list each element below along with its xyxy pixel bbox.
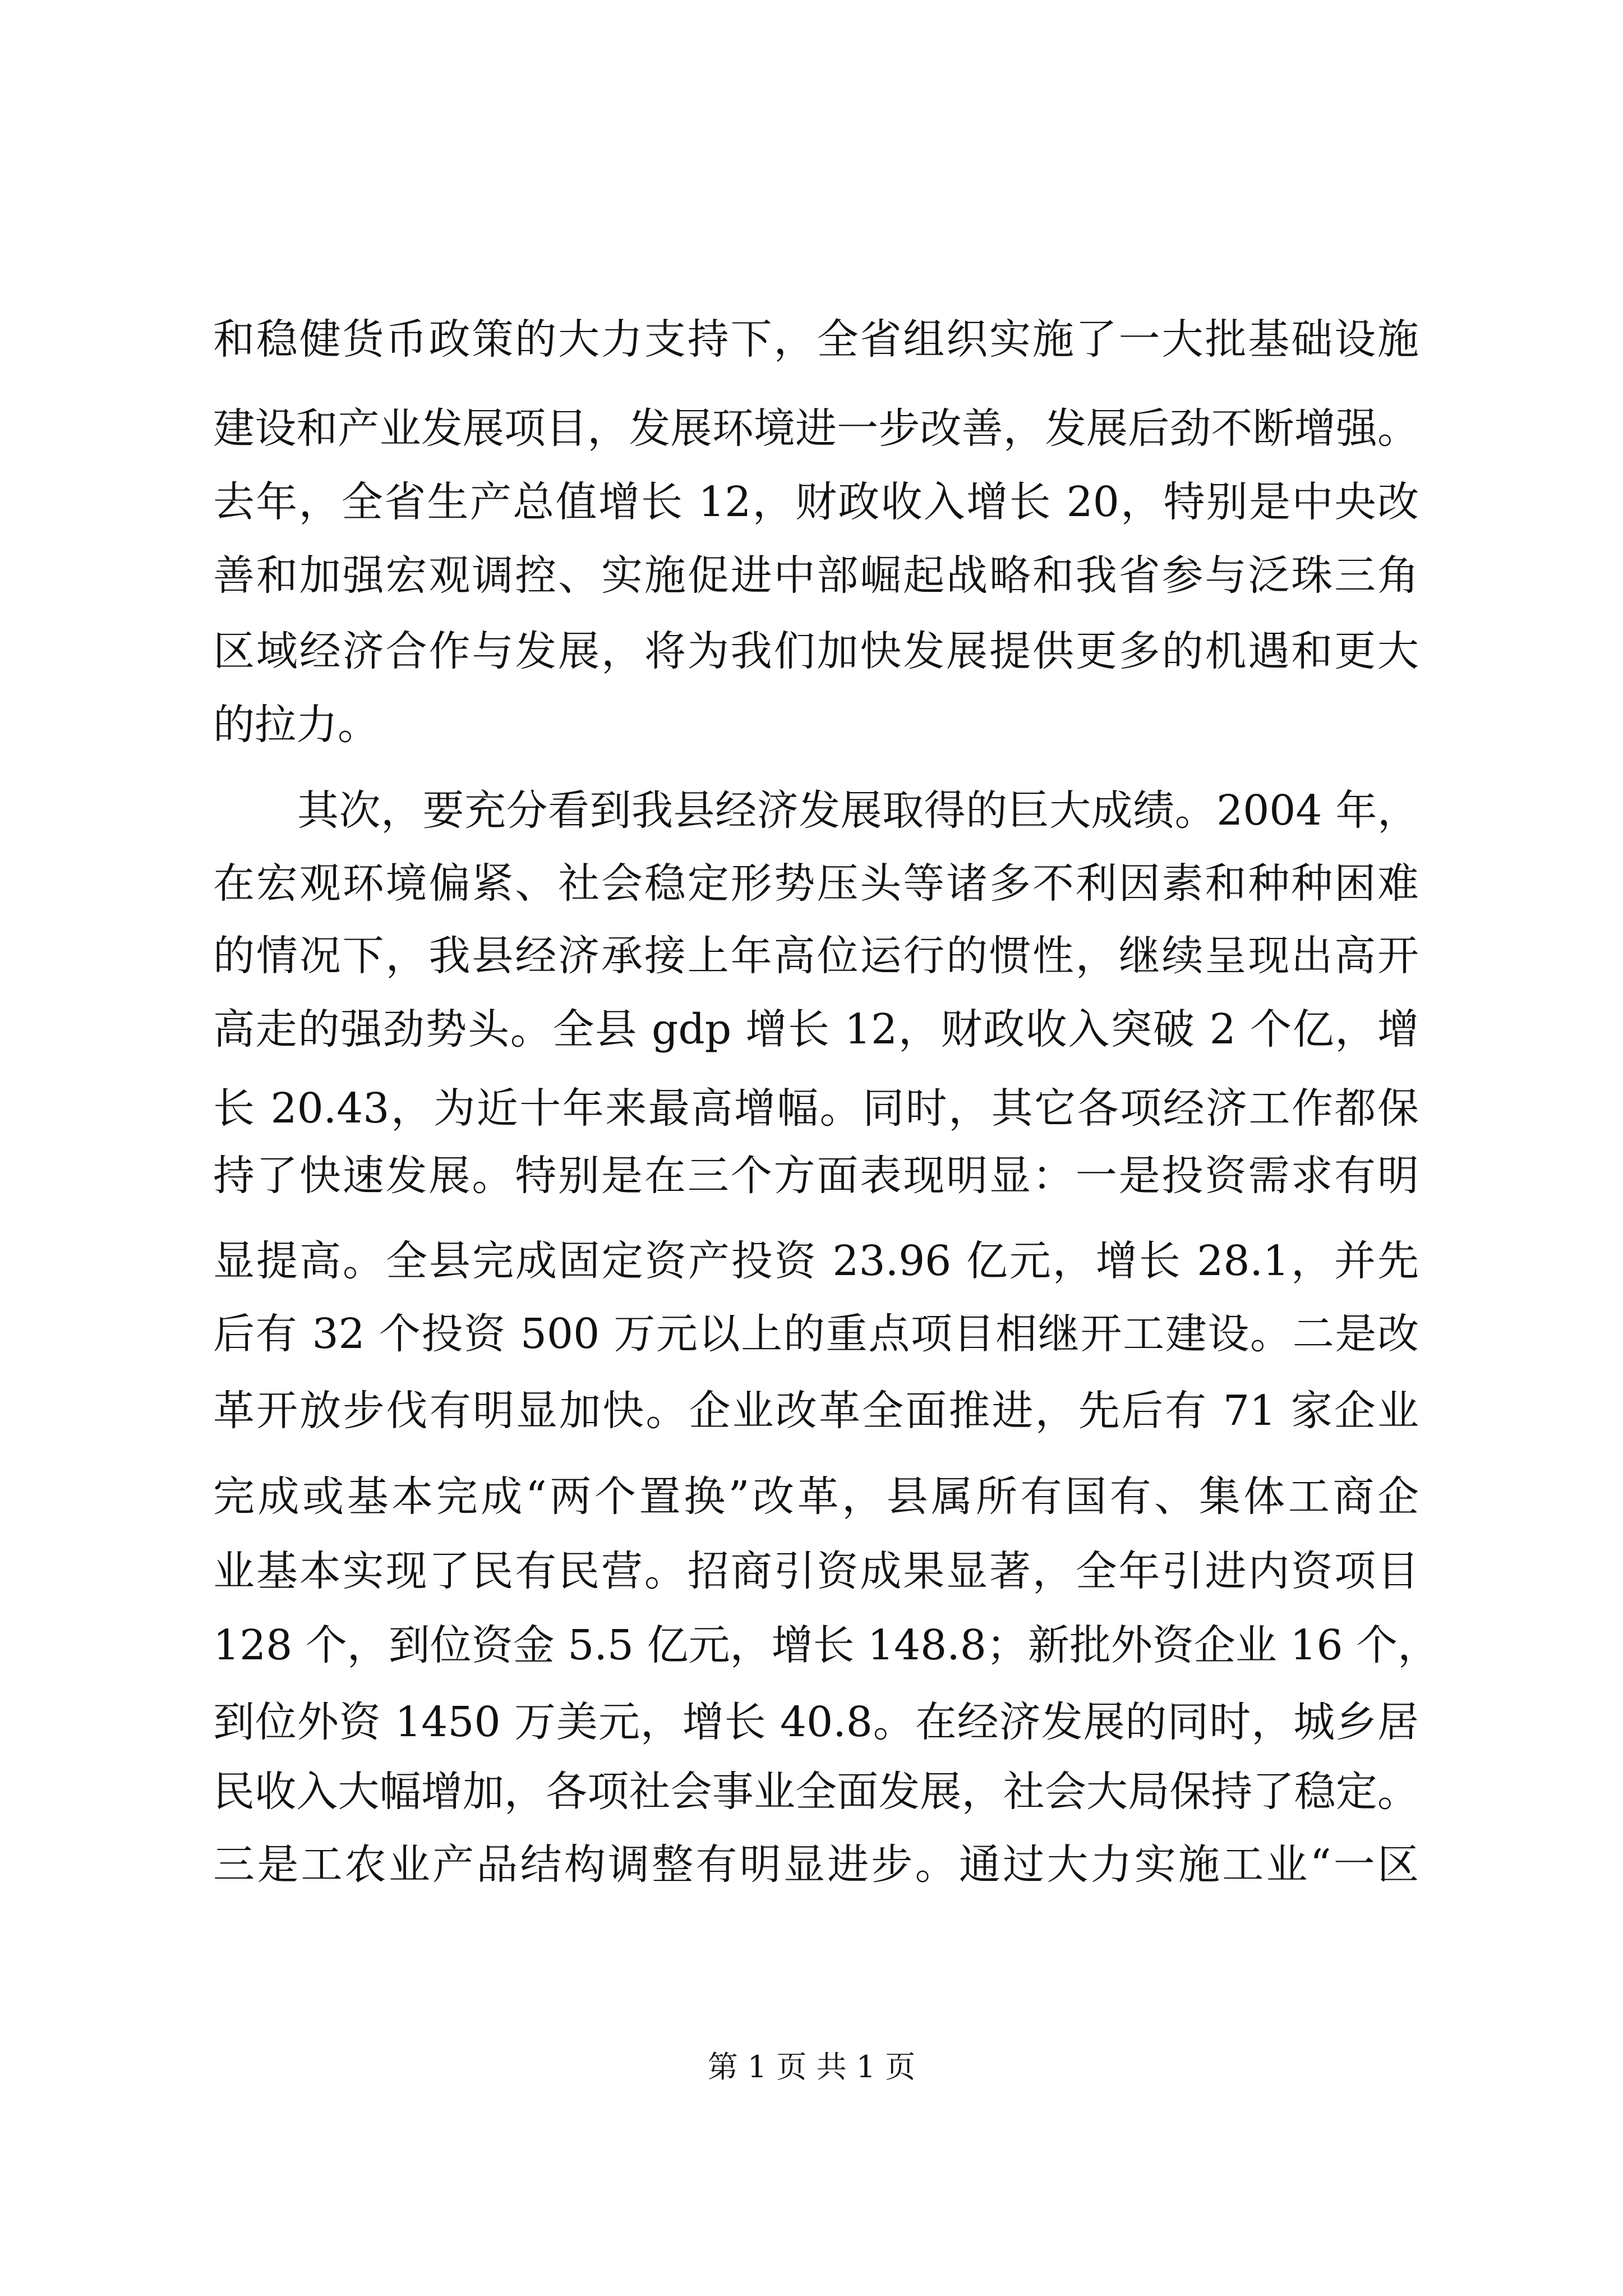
body-text-line: 建设和产业发展项目，发展环境进一步改善，发展后劲不断增强。 xyxy=(213,404,1419,453)
body-text-line: 高走的强劲势头。全县 gdp 增长 12，财政收入突破 2 个亿，增 xyxy=(213,1005,1419,1053)
body-text-line: 善和加强宏观调控、实施促进中部崛起战略和我省参与泛珠三角 xyxy=(213,551,1419,600)
body-text-line: 革开放步伐有明显加快。企业改革全面推进，先后有 71 家企业 xyxy=(213,1387,1419,1435)
body-text-line: 去年，全省生产总值增长 12，财政收入增长 20，特别是中央改 xyxy=(213,478,1419,526)
body-text-line: 业基本实现了民有民营。招商引资成果显著，全年引进内资项目 xyxy=(213,1547,1419,1595)
body-text-line: 的情况下，我县经济承接上年高位运行的惯性，继续呈现出高开 xyxy=(213,932,1419,980)
body-text-line: 民收入大幅增加，各项社会事业全面发展，社会大局保持了稳定。 xyxy=(213,1768,1419,1816)
body-text-line: 在宏观环境偏紧、社会稳定形势压头等诸多不利因素和种种困难 xyxy=(213,859,1419,908)
body-text-line: 的拉力。 xyxy=(213,701,379,749)
body-text-line: 显提高。全县完成固定资产投资 23.96 亿元，增长 28.1，并先 xyxy=(213,1237,1419,1285)
page-number-footer: 第 1 页 共 1 页 xyxy=(707,2049,916,2085)
body-text-line: 128 个，到位资金 5.5 亿元，增长 148.8；新批外资企业 16 个， xyxy=(213,1621,1440,1669)
body-text-line: 后有 32 个投资 500 万元以上的重点项目相继开工建设。二是改 xyxy=(213,1310,1419,1358)
body-text-line: 三是工农业产品结构调整有明显进步。通过大力实施工业“一区 xyxy=(213,1841,1419,1889)
body-text-line: 持了快速发展。特别是在三个方面表现明显：一是投资需求有明 xyxy=(213,1152,1419,1200)
body-text-line: 区域经济合作与发展，将为我们加快发展提供更多的机遇和更大 xyxy=(213,627,1419,675)
body-text-line: 完成或基本完成“两个置换”改革，县属所有国有、集体工商企 xyxy=(213,1473,1419,1521)
body-text-line: 长 20.43，为近十年来最高增幅。同时，其它各项经济工作都保 xyxy=(213,1084,1419,1133)
body-text-line: 到位外资 1450 万美元，增长 40.8。在经济发展的同时，城乡居 xyxy=(213,1698,1419,1746)
paragraph-first-line: 其次，要充分看到我县经济发展取得的巨大成绩。2004 年， xyxy=(297,786,1419,835)
body-text-line: 和稳健货币政策的大力支持下，全省组织实施了一大批基础设施 xyxy=(213,315,1419,364)
